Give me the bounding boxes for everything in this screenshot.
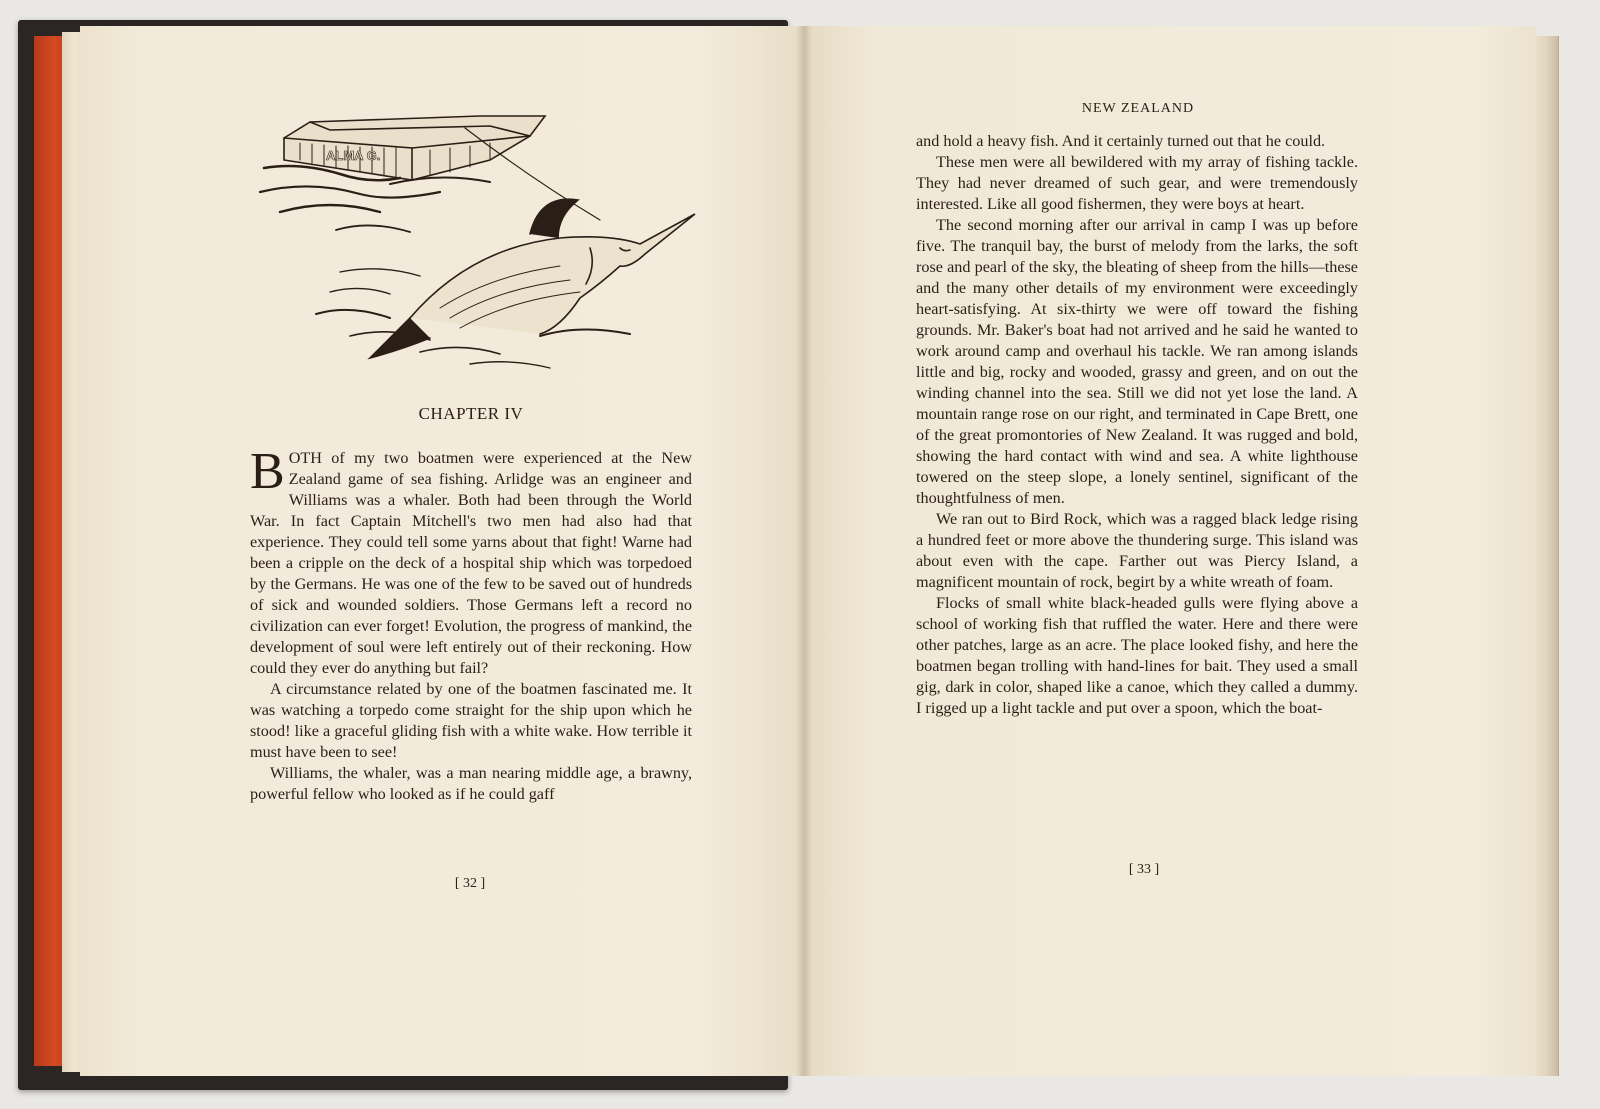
boat-name-label: ALMA G. [326, 148, 381, 163]
paragraph: The second morning after our arrival in camp I was up before five. The tranquil bay, the burst of melody from the larks, the soft rose and pearl of the sky, the bleating of sheep from the hills—these and the many other details of my environment were exceedingly heart-satisfying. At six-thirty we were off toward the fishing grounds. Mr. Baker's boat had not arrived and he said he wanted to work around camp and overhaul his tackle. We ran among islands little and big, rocky and wooded, grassy and green, and on out the winding channel into the sea. Still we did not yet lose the land. A mountain range rose on our right, and terminated in Cape Brett, one of the great promontories of New Zealand. It was rugged and bold, showing the hard contact with wind and sea. A white lighthouse towered on the steep slope, a lonely sentinel, significant of the thoughtfulness of men. [916, 216, 1358, 507]
drop-cap: B [250, 443, 285, 500]
paragraph: Flocks of small white black-headed gulls were flying above a school of working fish that ruffled the water. Here and there were other patches, large as an acre. The place looked fishy, and here the boatmen began trolling with hand-lines for bait. They used a small gig, dark in color, shaped like a canoe, which they called a dummy. I rigged up a light tackle and put over a spoon, which the boat- [916, 594, 1358, 717]
chapter-title: CHAPTER IV [418, 404, 524, 423]
page-number-left: [ 32 ] [454, 876, 486, 891]
paragraph: A circumstance related by one of the boatmen fascinated me. It was watching a torpedo come straight for the ship upon which he stood! like a graceful gliding fish with a white wake. How terrible it must have been to see! [250, 680, 692, 761]
paragraph: Williams, the whaler, was a man nearing middle age, a brawny, powerful fellow who looked as if he could gaff [250, 764, 692, 803]
boat-and-swordfish-illustration [240, 88, 700, 378]
running-head: NEW ZEALAND [1081, 101, 1195, 116]
paragraph: We ran out to Bird Rock, which was a ragged black ledge rising a hundred feet or more above the thundering surge. This island was about even with the cape. Farther out was Piercy Island, a magnificent mountain of rock, begirt by a white wreath of foam. [916, 510, 1358, 591]
paragraph-text: OTH of my two boatmen were experienced at the New Zealand game of sea fishing. Arlidge was an engineer and Williams was a whaler. Both had been through the World War. In fact Captain Mitchell's two men had also had that experience. They could tell some yarns about that fight! Warne had been a cripple on the deck of a hospital ship which was torpedoed by the Germans. He was one of the few to be saved out of hundreds of sick and wounded soldiers. Those Germans left a record no civilization can ever forget! Evolution, the progress of mankind, the development of soul were left entirely out of their reckoning. How could they ever do anything but fail? [250, 449, 692, 677]
book-gutter [796, 26, 812, 1076]
paragraph: and hold a heavy fish. And it certainly turned out that he could. [916, 132, 1326, 150]
left-page-text [250, 443, 692, 805]
paragraph [250, 443, 692, 679]
right-page-text [916, 131, 1358, 719]
paragraph: These men were all bewildered with my array of fishing tackle. They had never dreamed of such gear, and were tremendously interested. Like all good fishermen, they were boys at heart. [916, 153, 1358, 213]
page-number-right: [ 33 ] [1128, 862, 1160, 877]
